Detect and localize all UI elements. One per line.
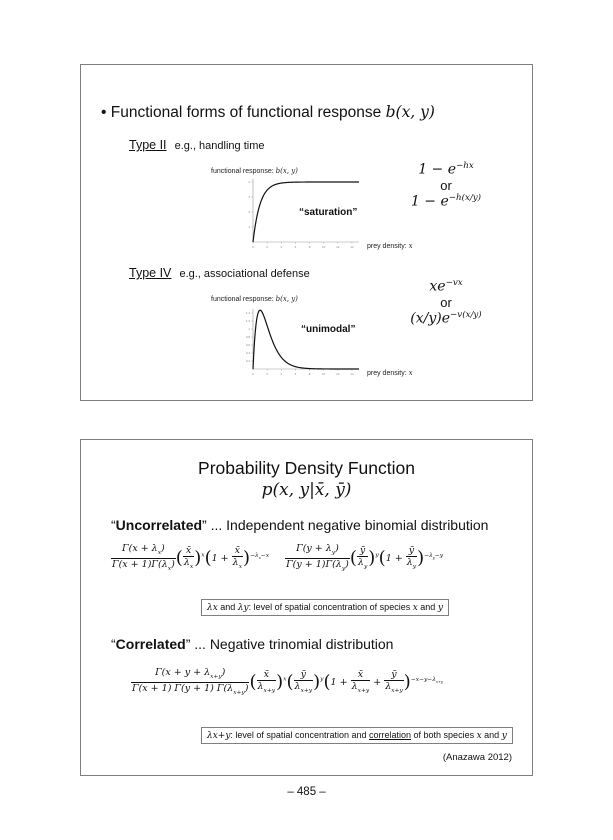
- y-tick-label: 1.2: [245, 319, 250, 323]
- note-text: : level of spatial concentration of species: [248, 602, 413, 612]
- type2-formulas: [376, 161, 516, 209]
- lambda-xy: λx+y: [207, 731, 231, 741]
- close-quote: ”: [185, 636, 191, 652]
- x-tick-label: 10: [321, 372, 326, 376]
- formula-base: 1 − e: [418, 161, 457, 178]
- species-y: y: [501, 731, 507, 741]
- type2-x-axis-label: [367, 242, 413, 250]
- type4-description: e.g., associational defense: [179, 268, 310, 280]
- x-tick-label: 0: [252, 245, 254, 249]
- type4-formula-2: [376, 310, 516, 327]
- x-tick-label: 6: [294, 245, 297, 249]
- slide2-title-math: p(x, y|x̄, ȳ): [261, 480, 352, 500]
- x-tick-label: 2: [266, 372, 268, 376]
- bullet-marker: •: [101, 104, 107, 121]
- formula-base: xe: [429, 278, 446, 295]
- type2-curve-label: “saturation”: [299, 207, 358, 218]
- x-tick-label: 4: [280, 245, 283, 249]
- x-axis-label-math: x: [408, 369, 413, 377]
- type4-x-axis-label: [367, 369, 413, 377]
- note-and: and: [217, 602, 238, 612]
- correlated-heading: [111, 636, 393, 652]
- y-tick-label: 3: [248, 195, 250, 199]
- correlated-label: Correlated: [115, 636, 186, 652]
- note-underlined: correlation: [369, 730, 412, 740]
- y-axis-label-text: functional response:: [211, 168, 276, 175]
- series-line: [253, 310, 359, 369]
- negative-binomial-equation: $\frac{\Gamma(x + \lambda_x)}{\Gamma(x + 1)\Gamma(\lambda_x)}$ ( $\frac{x̄}{\lambda_x}$ )$^x$(1 + $\frac{x̄}{\lambda_x}$ )$^{-\lambda_x-x}$ $\frac{\Gamma(y + \lambda_y)}{\Gamma(y + 1)\Gamma(\lambda_y)}$ ( $\frac{ȳ}{\lambda_y}$ )$^y$(1 + $\frac{ȳ}{\lambda_y}$ )$^{-\lambda_y-y}$: [112, 543, 444, 572]
- x-tick-label: 0: [252, 372, 254, 376]
- type4-formula-1: [376, 278, 516, 295]
- close-quote: ”: [202, 517, 207, 533]
- note-and: and: [417, 602, 438, 612]
- note-text: : level of spatial concentration and: [230, 730, 369, 740]
- y-tick-label: 2: [248, 210, 250, 214]
- x-tick-label: 2: [266, 245, 268, 249]
- y-tick-label: 1.4: [245, 311, 250, 315]
- y-axis-label-text: functional response:: [211, 296, 276, 303]
- x-axis-label-text: prey density:: [367, 243, 409, 250]
- gamma-fraction-xy: $\frac{\Gamma(x + y + \lambda_{x+y})}{\Gamma(x + 1) \Gamma(y + 1) \Gamma(\lambda_{x+y})}$: [132, 667, 249, 696]
- formula-base: 1 − e: [410, 193, 449, 210]
- x-tick-label: 8: [308, 245, 311, 249]
- negative-trinomial-equation: $\frac{\Gamma(x + y + \lambda_{x+y})}{\Gamma(x + 1) \Gamma(y + 1) \Gamma(\lambda_{x+y})}$ ( $\frac{x̄}{\lambda_{x+y}}$ )$^x$( $\frac{ȳ}{\lambda_{x+y}}$ )$^y$(1 + $\frac{x̄}{\lambda_{x+y}}$ + $\frac{ȳ}{\lambda_{x+y}}$ )$^{-x-y-\lambda_{x+y}}$: [132, 667, 444, 696]
- x-tick-label: 12: [336, 372, 340, 376]
- type4-or: or: [440, 294, 452, 310]
- y-axis-label-math: b(x, y): [275, 295, 298, 303]
- slide-functional-response: [80, 64, 533, 401]
- y-tick-label: 0.2: [245, 359, 250, 363]
- y-tick-label: 0.8: [245, 335, 250, 339]
- x-axis-label-math: x: [408, 242, 413, 250]
- slide-probability-density: [80, 439, 533, 776]
- x-tick-label: 4: [280, 372, 283, 376]
- y-tick-label: 1: [248, 327, 250, 331]
- type2-heading: [129, 138, 264, 152]
- type2-or: or: [440, 177, 452, 193]
- slide2-title: Probability Density Function: [198, 458, 415, 478]
- type2-description: e.g., handling time: [174, 140, 265, 152]
- note-text: of both species: [411, 730, 477, 740]
- x-tick-label: 8: [308, 372, 311, 376]
- open-quote: “: [111, 517, 116, 533]
- type4-heading: [129, 266, 310, 280]
- formula-exponent: −vx: [445, 278, 463, 288]
- uncorrelated-heading: [111, 517, 488, 533]
- y-tick-label: 0.4: [245, 351, 250, 355]
- gamma-fraction-y: $\frac{\Gamma(y + \lambda_y)}{\Gamma(y + 1)\Gamma(\lambda_y)}$: [286, 543, 349, 572]
- note-and: and: [481, 730, 502, 740]
- lambda-x: λx: [207, 603, 218, 613]
- y-tick-label: 0.6: [245, 343, 250, 347]
- type2-formula-1: [376, 161, 516, 178]
- correlated-description: ... Negative trinomial distribution: [190, 636, 394, 652]
- type2-label: Type II: [129, 138, 167, 152]
- type4-y-axis-label: [211, 295, 298, 303]
- y-tick-label: 4: [248, 180, 250, 184]
- x-tick-label: 10: [321, 245, 326, 249]
- lambda-note-uncorrelated: [201, 599, 449, 616]
- species-x: x: [476, 731, 482, 741]
- heading-text: Functional forms of functional response: [110, 104, 386, 121]
- type4-formulas: [376, 278, 516, 326]
- open-quote: “: [111, 636, 116, 652]
- x-tick-label: 14: [350, 372, 354, 376]
- type4-curve-label: “unimodal”: [301, 324, 356, 335]
- uncorrelated-label: Uncorrelated: [115, 517, 203, 533]
- gamma-fraction-x: $\frac{\Gamma(x + \lambda_x)}{\Gamma(x + 1)\Gamma(\lambda_x)}$: [112, 543, 175, 572]
- x-tick-label: 6: [294, 372, 297, 376]
- uncorrelated-description: ... Independent negative binomial distribution: [206, 517, 489, 533]
- heading-math: b(x, y): [385, 103, 435, 121]
- y-tick-label: 1: [248, 225, 250, 229]
- page-number: – 485 –: [287, 786, 326, 798]
- formula-exponent: −h(x/y): [448, 192, 482, 203]
- x-tick-label: 12: [336, 245, 340, 249]
- citation: (Anazawa 2012): [442, 752, 512, 763]
- formula-exponent: −v(x/y): [450, 309, 482, 320]
- type2-formula-2: [376, 193, 516, 210]
- type2-y-axis-label: [211, 167, 298, 175]
- formula-exponent: −hx: [456, 161, 474, 171]
- formula-base: (x/y)e: [410, 310, 451, 327]
- species-x: x: [412, 603, 418, 613]
- x-axis-label-text: prey density:: [367, 370, 409, 377]
- lambda-y: λy: [237, 603, 249, 613]
- y-axis-label-math: b(x, y): [275, 167, 298, 175]
- x-tick-label: 14: [350, 245, 354, 249]
- lambda-note-correlated: [201, 727, 513, 744]
- bullet-heading: [101, 103, 435, 122]
- type4-label: Type IV: [129, 266, 172, 280]
- type4-chart: [241, 305, 361, 377]
- species-y: y: [437, 603, 443, 613]
